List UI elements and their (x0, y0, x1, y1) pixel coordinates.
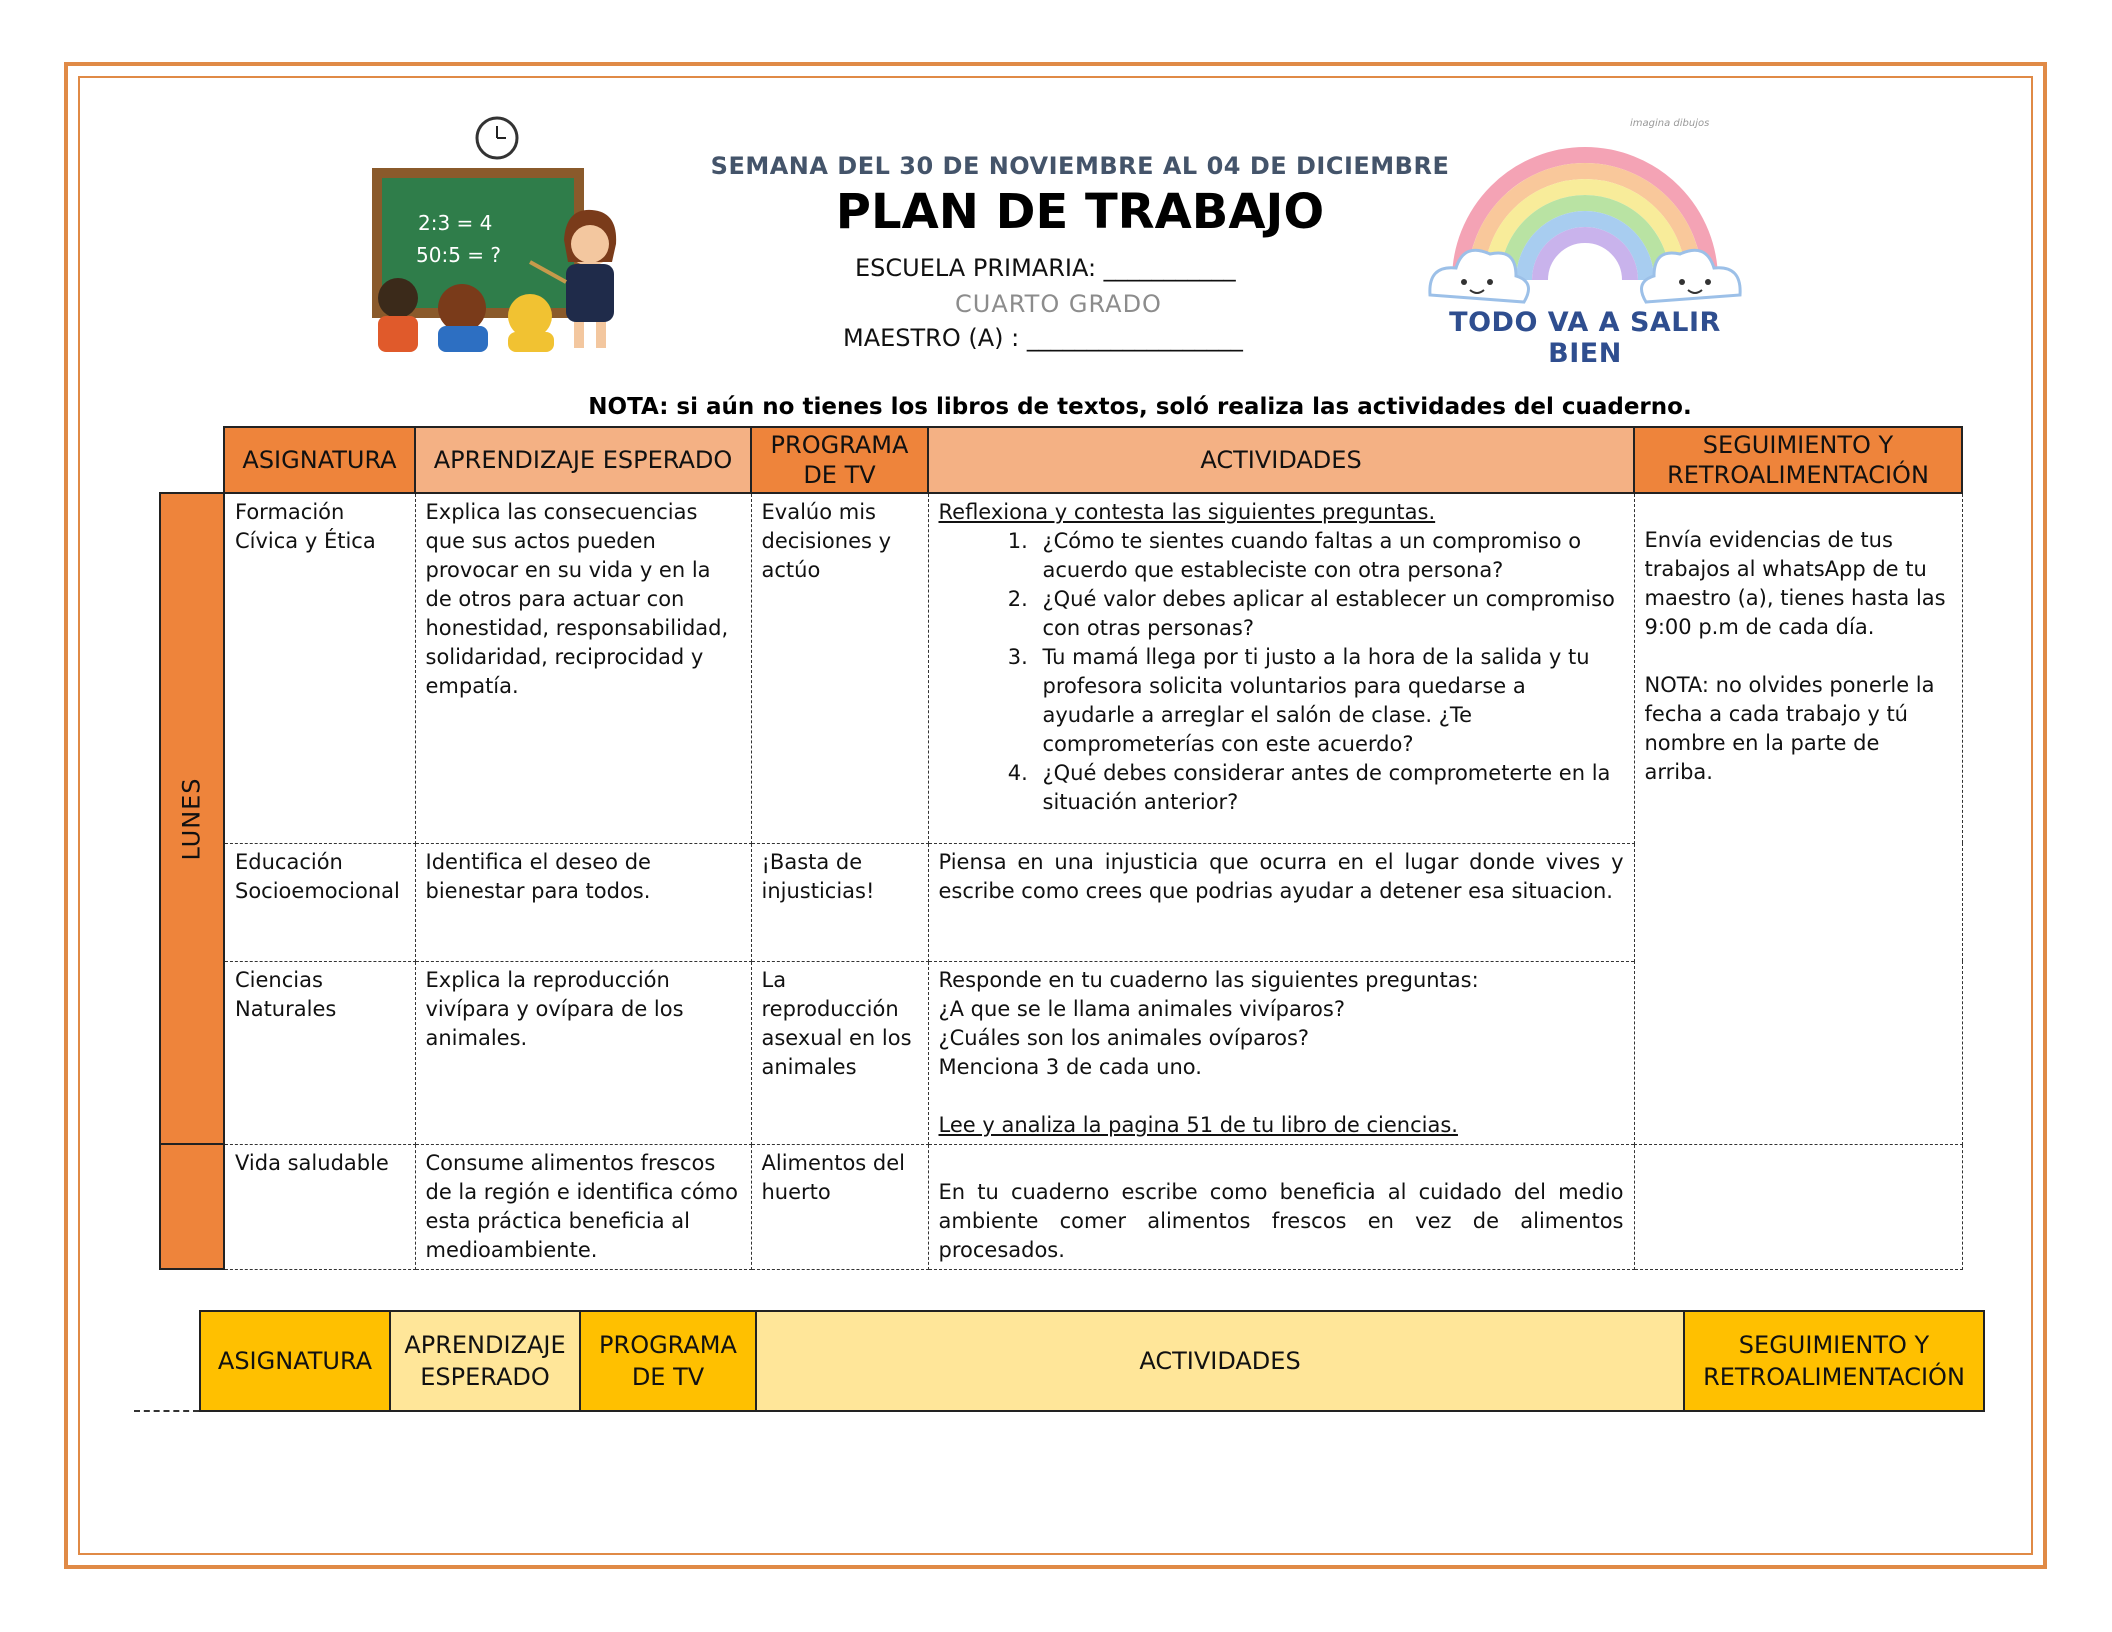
svg-text:50:5 = ?: 50:5 = ? (416, 243, 501, 267)
activity-line: Menciona 3 de cada uno. (938, 1054, 1202, 1079)
question-item: 1. ¿Cómo te sientes cuando faltas a un compromiso o acuerdo que estableciste con otra persona? (1035, 527, 1624, 585)
header-activities: ACTIVIDADES (928, 427, 1634, 493)
tv-program-cell: La reproducción asexual en los animales (751, 961, 928, 1144)
activity-line: Responde en tu cuaderno las siguientes preguntas: (938, 967, 1479, 992)
page-title: PLAN DE TRABAJO (835, 184, 1325, 240)
week-range: SEMANA DEL 30 DE NOVIEMBRE AL 04 DE DICIEMBRE (710, 152, 1450, 180)
classroom-illustration (360, 112, 650, 352)
tv-program-cell: Alimentos del huerto (751, 1144, 928, 1269)
lesson-plan-table (159, 426, 1963, 1270)
subject-cell: Vida saludable (224, 1144, 415, 1269)
learning-cell: Explica las consecuencias que sus actos pueden provocar en su vida y en la de otros para actuar con honestidad, responsabilidad, solidaridad, reciprocidad y empatía. (415, 493, 751, 843)
subject-cell: Ciencias Naturales (224, 961, 415, 1144)
header-tv-program: PROGRAMA DE TV (580, 1311, 756, 1411)
followup-note: NOTA: no olvides ponerle la fecha a cada trabajo y tú nombre en la parte de arriba. (1644, 673, 1935, 784)
followup-cell (1634, 493, 1962, 1144)
table-row (160, 493, 1962, 843)
note-text: NOTA: si aún no tienes los libros de textos, soló realiza las actividades del cuaderno. (588, 394, 1692, 420)
day-cell (160, 493, 224, 1144)
learning-cell: Explica la reproducción vivípara y ovípara de los animales. (415, 961, 751, 1144)
activities-cell (928, 493, 1634, 843)
followup-cell (1634, 1144, 1962, 1269)
question-list (939, 527, 1624, 817)
day-label: LUNES (177, 776, 206, 861)
activity-intro: Reflexiona y contesta las siguientes preguntas. (938, 500, 1436, 524)
activities-cell: Piensa en una injusticia que ocurra en el lugar donde vives y escribe como crees que podrias ayudar a detener esa situacion. (928, 843, 1634, 961)
learning-cell: Identifica el deseo de bienestar para todos. (415, 843, 751, 961)
question-item: 3. Tu mamá llega por ti justo a la hora de la salida y tu profesora solicita voluntarios para quedarse a ayudarle a arreglar el salón de clase. ¿Te comprometerías con este acuerdo? (1035, 643, 1624, 759)
header-learning: APRENDIZAJE ESPERADO (390, 1311, 580, 1411)
learning-cell: Consume alimentos frescos de la región e identifica cómo esta práctica beneficia al medioambiente. (415, 1144, 751, 1269)
header-subject: ASIGNATURA (200, 1311, 390, 1411)
activities-cell (928, 961, 1634, 1144)
teacher-field: MAESTRO (A) : __________________ (843, 324, 1243, 352)
day-cell (160, 1144, 224, 1269)
header-followup: SEGUIMIENTO Y RETROALIMENTACIÓN (1634, 427, 1962, 493)
activity-line: ¿A que se le llama animales vivíparos? (938, 996, 1345, 1021)
slogan-text: TODO VA A SALIR BIEN (1449, 307, 1721, 369)
activity-line: ¿Cuáles son los animales ovíparos? (938, 1025, 1310, 1050)
school-field: ESCUELA PRIMARIA: ___________ (855, 254, 1236, 282)
header-spacer (134, 1311, 200, 1411)
table-header-row (134, 1311, 1984, 1411)
table-row (160, 1144, 1962, 1269)
subject-cell: Formación Cívica y Ética (224, 493, 415, 843)
question-item: 4. ¿Qué debes considerar antes de comprometerte en la situación anterior? (1035, 759, 1624, 817)
watermark-text: imagina dibujos (1630, 118, 1710, 129)
header-tv-program: PROGRAMA DE TV (751, 427, 928, 493)
activities-cell: En tu cuaderno escribe como beneficia al cuidado del medio ambiente comer alimentos frescos en vez de alimentos procesados. (928, 1144, 1634, 1269)
grade-label: CUARTO GRADO (955, 290, 1162, 318)
svg-text:2:3 = 4: 2:3 = 4 (418, 211, 493, 235)
tv-program-cell: Evalúo mis decisiones y actúo (751, 493, 928, 843)
question-item: 2. ¿Qué valor debes aplicar al establecer un compromiso con otras personas? (1035, 585, 1624, 643)
header-subject: ASIGNATURA (224, 427, 415, 493)
header-activities: ACTIVIDADES (756, 1311, 1684, 1411)
subject-cell: Educación Socioemocional (224, 843, 415, 961)
table-header-row (160, 427, 1962, 493)
second-plan-table (134, 1310, 1985, 1412)
header-learning: APRENDIZAJE ESPERADO (415, 427, 751, 493)
followup-text: Envía evidencias de tus trabajos al whatsApp de tu maestro (a), tienes hasta las 9:00 p.m de cada día. (1644, 528, 1946, 639)
header-followup: SEGUIMIENTO Y RETROALIMENTACIÓN (1684, 1311, 1984, 1411)
reading-task: Lee y analiza la pagina 51 de tu libro de ciencias. (938, 1112, 1458, 1137)
header-spacer (160, 427, 224, 493)
tv-program-cell: ¡Basta de injusticias! (751, 843, 928, 961)
